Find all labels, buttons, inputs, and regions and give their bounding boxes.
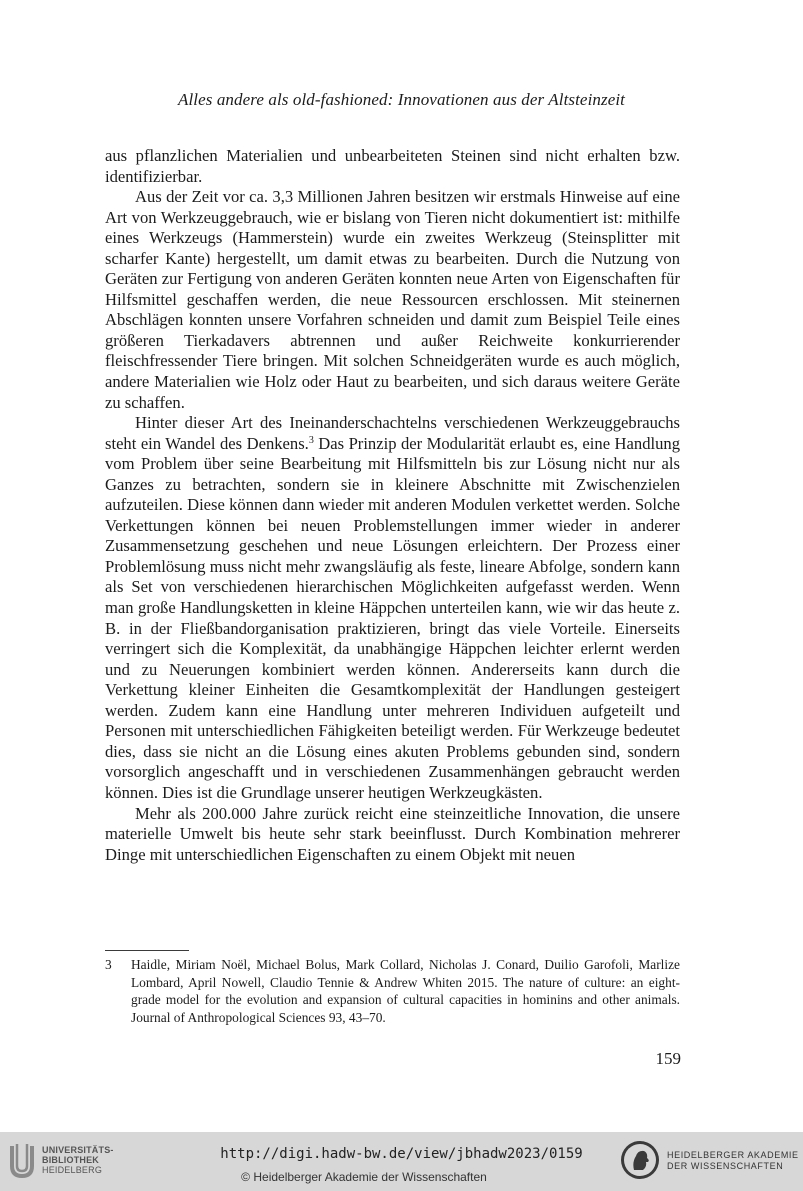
- academy-name: HEIDELBERGER AKADEMIE DER WISSENSCHAFTEN: [667, 1150, 799, 1171]
- academy-seal-icon[interactable]: [620, 1140, 660, 1180]
- paragraph-3: [105, 413, 680, 803]
- paragraph-4: Mehr als 200.000 Jahre zurück reicht eine steinzeitliche Innovation, die unsere materielle Umwelt bis heute sehr stark beeinflusst. Durch Kombination mehrerer Dinge mit unterschiedlichen Eigenschaften zu einem Objekt mit neuen: [105, 803, 680, 864]
- body-text: [105, 146, 680, 865]
- footnote-number: 3: [105, 957, 112, 972]
- permalink-url[interactable]: http://digi.hadw-bw.de/view/jbhadw2023/0159: [220, 1146, 583, 1162]
- library-name: UNIVERSITÄTS- BIBLIOTHEK HEIDELBERG: [42, 1145, 114, 1175]
- paragraph-3-start: Hinter dieser Art des Ineinanderschachtelns verschiedenen Werkzeuggebrauchs steht ein Wandel des Denkens.: [105, 413, 680, 453]
- paragraph-1: aus pflanzlichen Materialien und unbearbeiteten Steinen sind nicht erhalten bzw. identifizierbar.: [105, 146, 680, 186]
- paragraph-2: Aus der Zeit vor ca. 3,3 Millionen Jahren besitzen wir erstmals Hinweise auf eine Art von Werkzeuggebrauch, wie er bislang von Tieren nicht dokumentiert ist: mithilfe eines Werkzeugs (Hammerstein) wurde ein zweites Werkzeug (Steinsplitter mit scharfer Kante) hergestellt, um damit etwas zu bearbeiten. Durch die Nutzung von Geräten zur Fertigung von anderen Geräten konnten neue Arten von Eigenschaften für Hilfsmittel geschaffen werden, die neue Ressourcen erschlossen. Mit steinernen Abschlägen konnten unsere Vorfahren schneiden und damit zum Beispiel Teile eines größeren Tierkadavers abtrennen und außer Reichweite konkurrierender fleischfressender Tiere bringen. Mit solchen Schneidgeräten wurde es auch möglich, andere Materialien wie Holz oder Haut zu bearbeiten, und sich daraus weitere Geräte zu schaffen.: [105, 187, 680, 412]
- footer-bar: [0, 1132, 803, 1191]
- footnote: [105, 956, 680, 1027]
- copyright-notice: © Heidelberger Akademie der Wissenschaften: [241, 1170, 487, 1184]
- paragraph-3-rest: Das Prinzip der Modularität erlaubt es, eine Handlung vom Problem über seine Bearbeitung mit Hilfsmitteln bis zur Lösung nicht nur als Ganzes zu betrachten, sondern sie in kleinere Abschnitte mit Zwischenzielen aufzuteilen. Diese können dann wieder mit anderen Modulen verkettet werden. Solche Verkettungen können bei neuen Problemstellungen immer wieder in anderer Zusammensetzung geschehen und neue Lösungen erleichtern. Der Prozess einer Problemlösung muss nicht mehr zwangsläufig als feste, lineare Abfolge, sondern kann als Set von verschiedenen hierarchischen Möglichkeiten aufgefasst werden. Wenn man große Handlungsketten in kleine Häppchen unterteilen kann, wie wir das heute z. B. in der Fließbandorganisation praktizieren, bringt das viele Vorteile. Einerseits verringert sich die Komplexität, da unabhängige Häppchen leichter erlernt werden und zu Neuerungen kombiniert werden können. Andererseits kann durch die Verkettung kleiner Einheiten die Gesamtkomplexität der Handlungen gesteigert werden. Zudem kann eine Handlung unter mehreren Individuen aufgeteilt und Personen mit unterschiedlichen Fähigkeiten beteiligt werden. Für Werkzeuge bedeutet dies, dass sie nicht an die Lösung eines akuten Problems gebunden sind, sondern vorsorglich angeschafft und in verschiedenen Zusammenhängen gebraucht werden können. Dies ist die Grundlage unserer heutigen Werkzeugkästen.: [105, 433, 680, 802]
- footnote-text: Haidle, Miriam Noël, Michael Bolus, Mark Collard, Nicholas J. Conard, Duilio Garofoli, Marlize Lombard, April Nowell, Claudio Tennie & Andrew Whiten 2015. The nature of culture: an eight-grade model for the evolution and expansion of cultural capacities in hominins and other animals. Journal of Anthropological Sciences 93, 43–70.: [131, 957, 680, 1026]
- page-number: 159: [655, 1049, 681, 1068]
- footnote-reference[interactable]: 3: [308, 434, 314, 446]
- running-head: Alles andere als old-fashioned: Innovationen aus der Altsteinzeit: [177, 90, 626, 109]
- footnote-divider: [105, 950, 189, 951]
